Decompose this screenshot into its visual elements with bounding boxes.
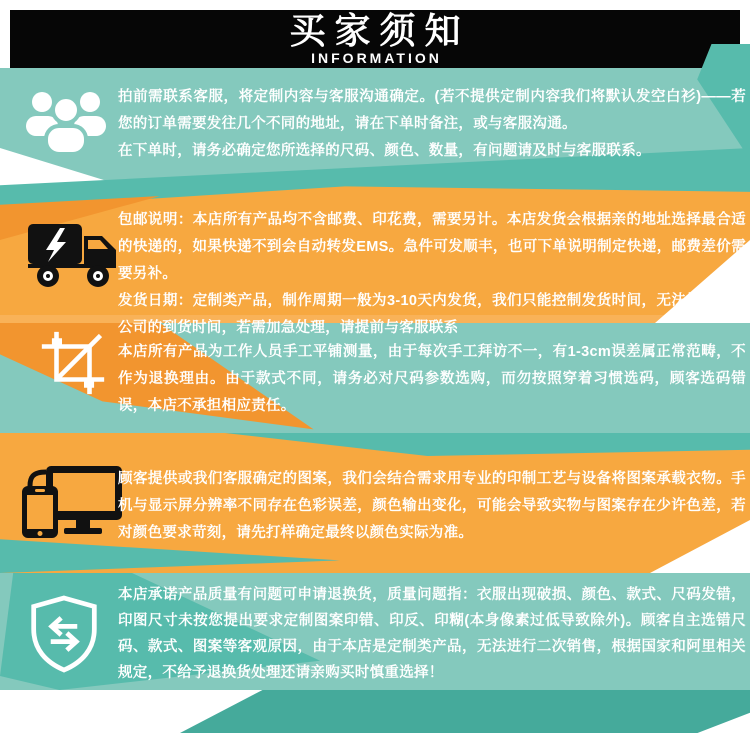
header-banner: [10, 10, 740, 68]
text-pre-order-contact: [118, 84, 746, 165]
devices-icon: [22, 462, 126, 542]
deco-bottom-parallelogram: [0, 690, 750, 733]
delivery-truck-icon: [28, 218, 120, 296]
page-title: 买家须知: [289, 10, 470, 51]
paragraph: 发货日期：定制类产品，制作周期一般为3-10天内发货，我们只能控制发货时间，无法控制快递公司的到货时间，若需加急处理，请提前与客服联系: [118, 293, 746, 336]
page-subtitle: INFORMATION: [311, 50, 442, 66]
text-color-difference: [118, 466, 746, 547]
text-shipping-notice: [118, 207, 746, 342]
paragraph: 本店承诺产品质量有问题可申请退换货，质量问题指：衣服出现破损、颜色、款式、尺码发错，印图尺寸未按您提出要求定制图案印错、印反、印糊(本身像素过低导致除外)。顾客自主选错尺码、款式、图案等客观原因，由于本店是定制类产品，无法进行二次销售，根据国家和阿里相关规定，不给予退换货处理还请亲购买时慎重选择！: [118, 587, 746, 681]
text-measurement-notice: [118, 339, 746, 420]
shield-exchange-icon: [28, 594, 100, 674]
crop-measure-icon: [40, 328, 106, 398]
paragraph: 包邮说明：本店所有产品均不含邮费、印花费，需要另计。本店发货会根据亲的地址选择最合适的快递的，如果快递不到会自动转发EMS。急件可发顺丰，也可下单说明制定快递，邮费差价需要另补。: [118, 212, 746, 282]
people-group-icon: [24, 86, 108, 162]
paragraph: 顾客提供或我们客服确定的图案，我们会结合需求用专业的印制工艺与设备将图案承载衣物。手机与显示屏分辨率不同存在色彩误差，颜色输出变化，可能会导致实物与图案存在少许色差，若对颜色要求苛刻，请先打样确定最终以颜色实际为准。: [118, 471, 746, 541]
paragraph: 在下单时，请务必确定您所选择的尺码、颜色、数量，有问题请及时与客服联系。: [118, 143, 651, 159]
paragraph: 本店所有产品为工作人员手工平铺测量，由于每次手工拜访不一，有1-3cm误差属正常范畴，不作为退换理由。由于款式不同，请务必对尺码参数选购，而勿按照穿着习惯选码，顾客选码错误，本店不承担相应责任。: [118, 344, 746, 414]
text-return-policy: [118, 582, 746, 686]
paragraph: 拍前需联系客服，将定制内容与客服沟通确定。(若不提供定制内容我们将默认发空白衫)——若您的订单需要发往几个不同的地址，请在下单时备注，或与客服沟通。: [118, 89, 746, 132]
